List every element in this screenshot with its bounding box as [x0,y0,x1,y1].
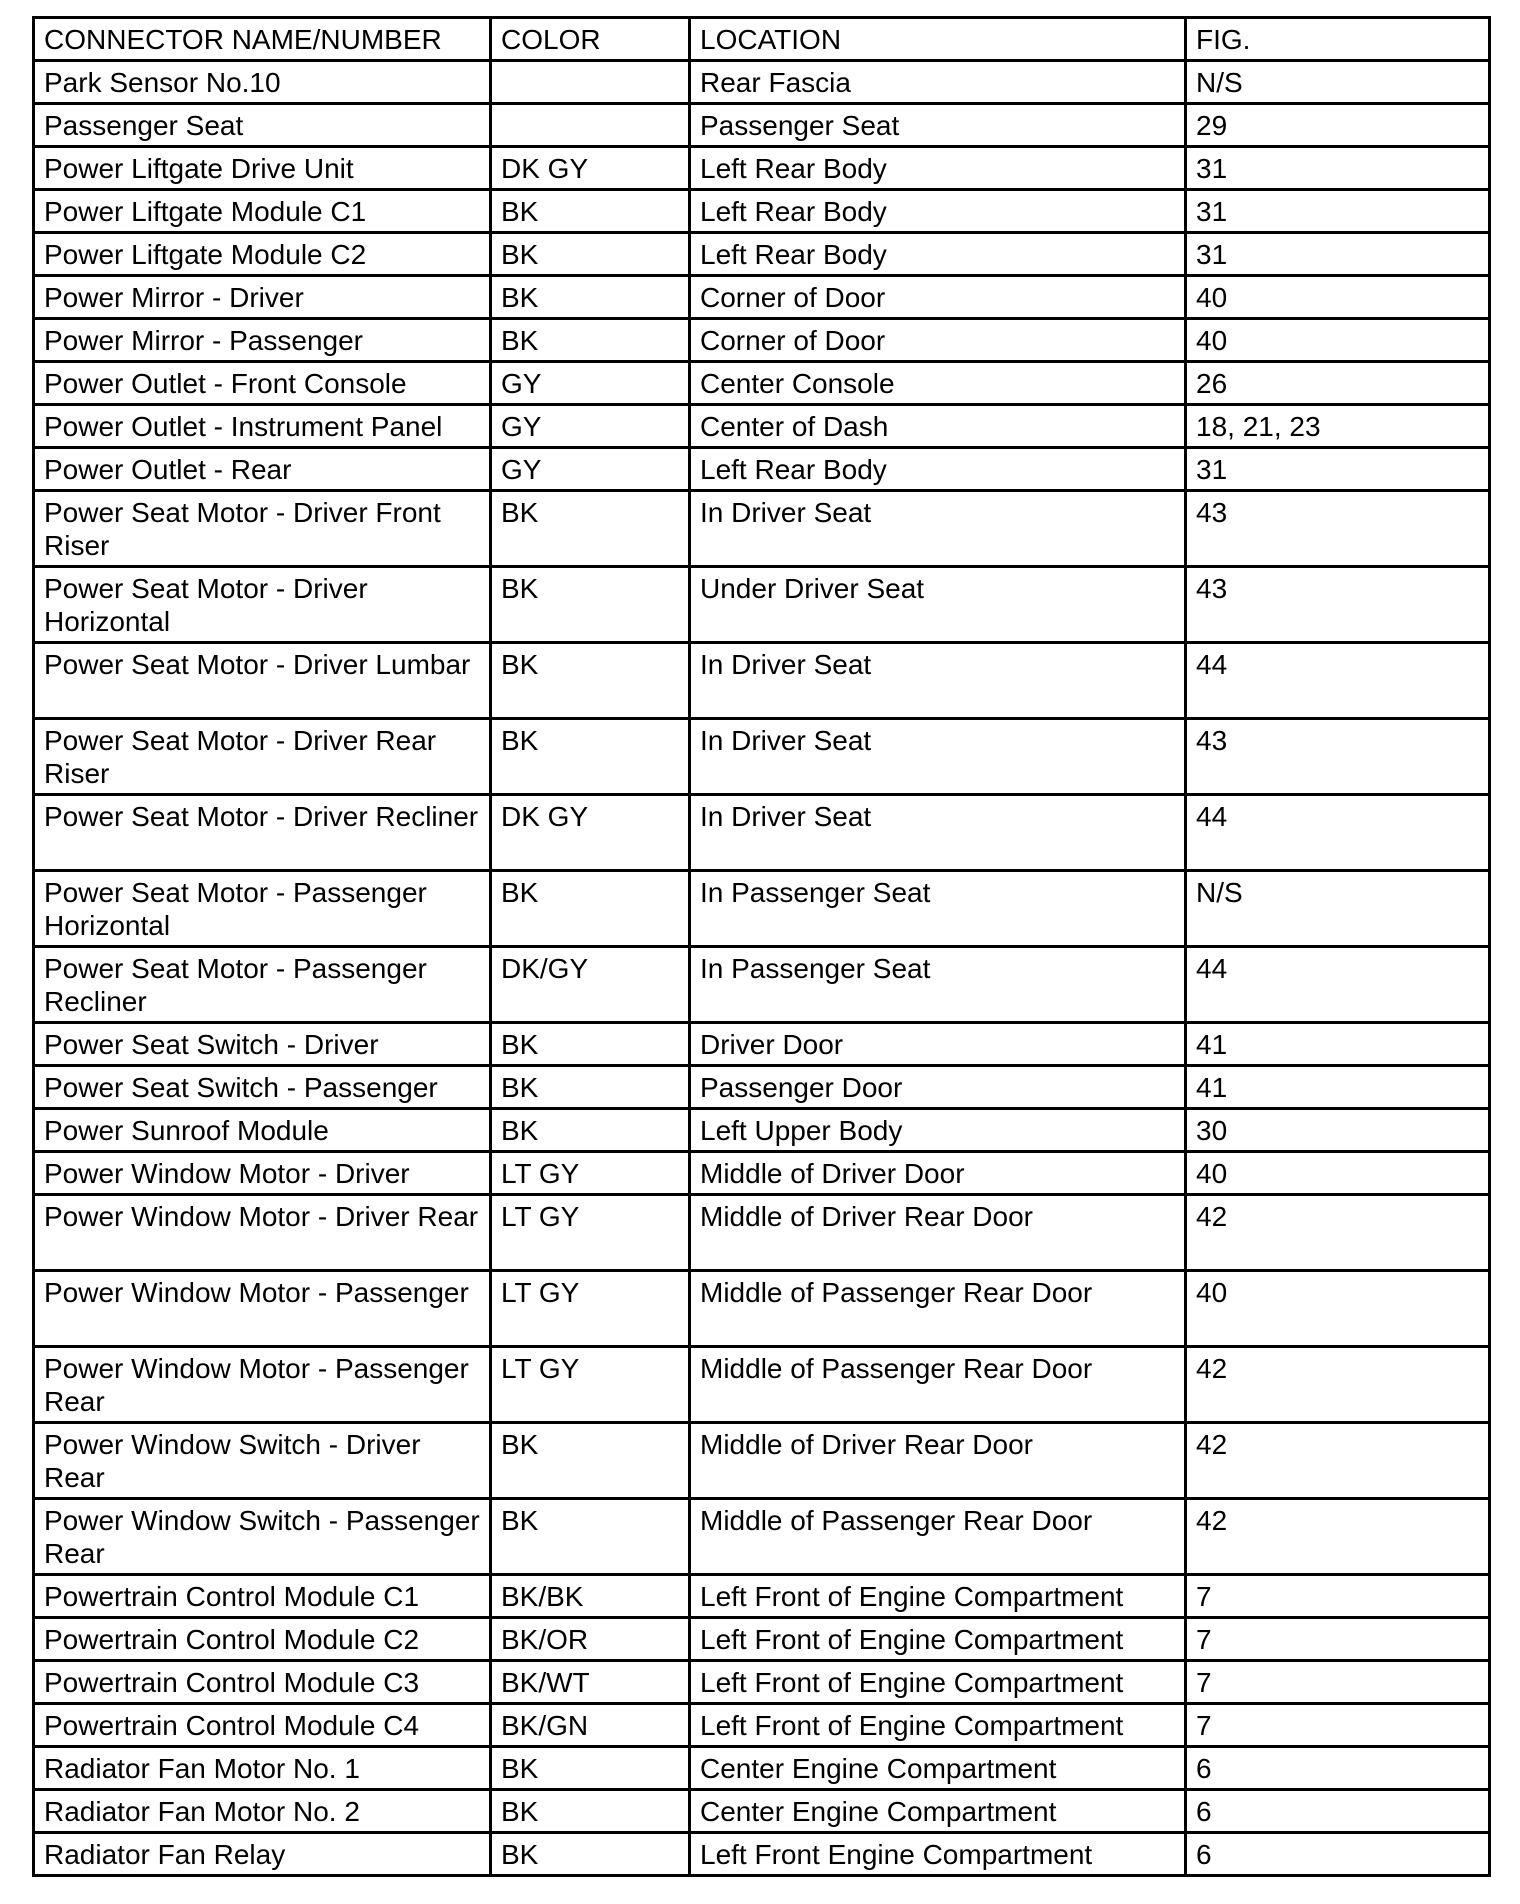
cell-fig: 7 [1186,1704,1490,1747]
table-row [34,1195,1490,1271]
cell-location: Left Upper Body [690,1109,1186,1152]
cell-color: BK [491,1109,690,1152]
table-row [34,1833,1490,1876]
cell-location: Middle of Driver Rear Door [690,1195,1186,1271]
cell-color: BK [491,1499,690,1575]
cell-fig: 42 [1186,1347,1490,1423]
table-row [34,1661,1490,1704]
cell-location: Passenger Door [690,1066,1186,1109]
cell-connector-name: Power Seat Motor - Driver Recliner [34,795,491,871]
cell-location: In Passenger Seat [690,947,1186,1023]
cell-fig: 40 [1186,319,1490,362]
table-row [34,491,1490,567]
cell-location: Middle of Passenger Rear Door [690,1271,1186,1347]
cell-location: In Driver Seat [690,719,1186,795]
table-row [34,719,1490,795]
cell-location: In Passenger Seat [690,871,1186,947]
table-row [34,643,1490,719]
cell-location: Center of Dash [690,405,1186,448]
cell-location: Driver Door [690,1023,1186,1066]
cell-fig: 42 [1186,1423,1490,1499]
cell-connector-name: Power Window Motor - Passenger Rear [34,1347,491,1423]
cell-connector-name: Power Window Switch - Driver Rear [34,1423,491,1499]
cell-location: Under Driver Seat [690,567,1186,643]
cell-color: BK [491,1747,690,1790]
table-row [34,61,1490,104]
cell-connector-name: Radiator Fan Motor No. 2 [34,1790,491,1833]
table-row [34,147,1490,190]
table-row [34,1109,1490,1152]
cell-fig: 31 [1186,190,1490,233]
cell-fig: 6 [1186,1833,1490,1876]
cell-location: In Driver Seat [690,643,1186,719]
table-row [34,567,1490,643]
cell-location: Middle of Driver Door [690,1152,1186,1195]
table-row [34,1023,1490,1066]
cell-fig: 31 [1186,147,1490,190]
cell-connector-name: Power Seat Motor - Driver Rear Riser [34,719,491,795]
cell-connector-name: Power Mirror - Driver [34,276,491,319]
cell-color: GY [491,448,690,491]
cell-location: Left Front of Engine Compartment [690,1661,1186,1704]
cell-color: BK/GN [491,1704,690,1747]
cell-color: BK [491,1423,690,1499]
header-color: COLOR [491,18,690,61]
connector-location-table [32,16,1491,1877]
cell-location: Left Rear Body [690,190,1186,233]
table-row [34,1499,1490,1575]
table-row [34,1423,1490,1499]
table-row [34,1575,1490,1618]
cell-location: Passenger Seat [690,104,1186,147]
table-row [34,362,1490,405]
cell-connector-name: Power Window Motor - Driver Rear [34,1195,491,1271]
cell-location: Left Rear Body [690,233,1186,276]
cell-color: BK/WT [491,1661,690,1704]
cell-color: BK [491,643,690,719]
cell-fig: 18, 21, 23 [1186,405,1490,448]
cell-connector-name: Power Outlet - Instrument Panel [34,405,491,448]
table-row [34,233,1490,276]
cell-location: Center Engine Compartment [690,1747,1186,1790]
table-row [34,448,1490,491]
cell-connector-name: Powertrain Control Module C2 [34,1618,491,1661]
cell-color: BK [491,1023,690,1066]
cell-fig: 40 [1186,1271,1490,1347]
cell-color: BK [491,871,690,947]
table-row [34,1704,1490,1747]
cell-fig: N/S [1186,871,1490,947]
cell-fig: 7 [1186,1661,1490,1704]
cell-connector-name: Power Seat Motor - Driver Horizontal [34,567,491,643]
cell-connector-name: Park Sensor No.10 [34,61,491,104]
cell-location: Middle of Passenger Rear Door [690,1499,1186,1575]
cell-location: Left Front of Engine Compartment [690,1618,1186,1661]
cell-location: Left Rear Body [690,448,1186,491]
cell-fig: 44 [1186,947,1490,1023]
table-row [34,1152,1490,1195]
cell-connector-name: Power Mirror - Passenger [34,319,491,362]
cell-fig: 44 [1186,795,1490,871]
cell-color: BK [491,276,690,319]
cell-connector-name: Power Seat Motor - Driver Front Riser [34,491,491,567]
cell-connector-name: Power Window Motor - Passenger [34,1271,491,1347]
cell-fig: 31 [1186,448,1490,491]
cell-fig: N/S [1186,61,1490,104]
cell-connector-name: Power Window Motor - Driver [34,1152,491,1195]
cell-color: BK [491,567,690,643]
table-header-row [34,18,1490,61]
cell-fig: 42 [1186,1499,1490,1575]
cell-connector-name: Power Seat Switch - Passenger [34,1066,491,1109]
table-row [34,276,1490,319]
cell-color: BK [491,1790,690,1833]
table-row [34,1271,1490,1347]
cell-fig: 26 [1186,362,1490,405]
cell-fig: 6 [1186,1790,1490,1833]
cell-connector-name: Radiator Fan Motor No. 1 [34,1747,491,1790]
cell-location: In Driver Seat [690,795,1186,871]
cell-fig: 44 [1186,643,1490,719]
cell-color: BK/OR [491,1618,690,1661]
cell-color: GY [491,405,690,448]
cell-location: Center Engine Compartment [690,1790,1186,1833]
table-row [34,795,1490,871]
cell-color: LT GY [491,1195,690,1271]
cell-connector-name: Power Seat Motor - Passenger Recliner [34,947,491,1023]
header-fig: FIG. [1186,18,1490,61]
cell-color: BK [491,1066,690,1109]
cell-fig: 6 [1186,1747,1490,1790]
cell-color: GY [491,362,690,405]
cell-color: BK [491,491,690,567]
cell-connector-name: Powertrain Control Module C1 [34,1575,491,1618]
cell-fig: 43 [1186,719,1490,795]
cell-color: BK [491,319,690,362]
cell-fig: 41 [1186,1023,1490,1066]
cell-color: LT GY [491,1152,690,1195]
cell-location: Left Front of Engine Compartment [690,1575,1186,1618]
cell-color [491,61,690,104]
header-connector-name: CONNECTOR NAME/NUMBER [34,18,491,61]
cell-location: Middle of Driver Rear Door [690,1423,1186,1499]
cell-color: BK [491,190,690,233]
table-row [34,1066,1490,1109]
cell-connector-name: Power Sunroof Module [34,1109,491,1152]
cell-connector-name: Radiator Fan Relay [34,1833,491,1876]
cell-fig: 30 [1186,1109,1490,1152]
header-location: LOCATION [690,18,1186,61]
cell-fig: 31 [1186,233,1490,276]
table-row [34,405,1490,448]
table-row [34,1747,1490,1790]
cell-location: In Driver Seat [690,491,1186,567]
cell-connector-name: Power Seat Motor - Passenger Horizontal [34,871,491,947]
cell-color: BK [491,1833,690,1876]
cell-location: Center Console [690,362,1186,405]
table-row [34,190,1490,233]
cell-location: Left Rear Body [690,147,1186,190]
cell-location: Corner of Door [690,319,1186,362]
cell-color [491,104,690,147]
cell-location: Left Front of Engine Compartment [690,1704,1186,1747]
table-body [34,61,1490,1876]
table-row [34,1347,1490,1423]
cell-connector-name: Power Liftgate Drive Unit [34,147,491,190]
table-row [34,319,1490,362]
table-row [34,871,1490,947]
cell-connector-name: Power Window Switch - Passenger Rear [34,1499,491,1575]
table-row [34,947,1490,1023]
cell-color: BK/BK [491,1575,690,1618]
cell-fig: 7 [1186,1618,1490,1661]
cell-color: BK [491,719,690,795]
cell-location: Middle of Passenger Rear Door [690,1347,1186,1423]
cell-connector-name: Passenger Seat [34,104,491,147]
cell-fig: 7 [1186,1575,1490,1618]
cell-location: Left Front Engine Compartment [690,1833,1186,1876]
cell-location: Rear Fascia [690,61,1186,104]
cell-fig: 42 [1186,1195,1490,1271]
cell-connector-name: Powertrain Control Module C3 [34,1661,491,1704]
cell-location: Corner of Door [690,276,1186,319]
cell-connector-name: Power Liftgate Module C1 [34,190,491,233]
cell-fig: 43 [1186,491,1490,567]
cell-connector-name: Power Liftgate Module C2 [34,233,491,276]
cell-color: LT GY [491,1271,690,1347]
cell-color: BK [491,233,690,276]
cell-connector-name: Power Seat Switch - Driver [34,1023,491,1066]
cell-fig: 40 [1186,1152,1490,1195]
table-row [34,1618,1490,1661]
cell-fig: 29 [1186,104,1490,147]
cell-connector-name: Power Outlet - Front Console [34,362,491,405]
cell-color: DK/GY [491,947,690,1023]
cell-color: DK GY [491,147,690,190]
cell-fig: 40 [1186,276,1490,319]
cell-connector-name: Power Seat Motor - Driver Lumbar [34,643,491,719]
cell-color: DK GY [491,795,690,871]
cell-color: LT GY [491,1347,690,1423]
cell-connector-name: Power Outlet - Rear [34,448,491,491]
cell-fig: 41 [1186,1066,1490,1109]
table-row [34,1790,1490,1833]
cell-connector-name: Powertrain Control Module C4 [34,1704,491,1747]
table-row [34,104,1490,147]
cell-fig: 43 [1186,567,1490,643]
